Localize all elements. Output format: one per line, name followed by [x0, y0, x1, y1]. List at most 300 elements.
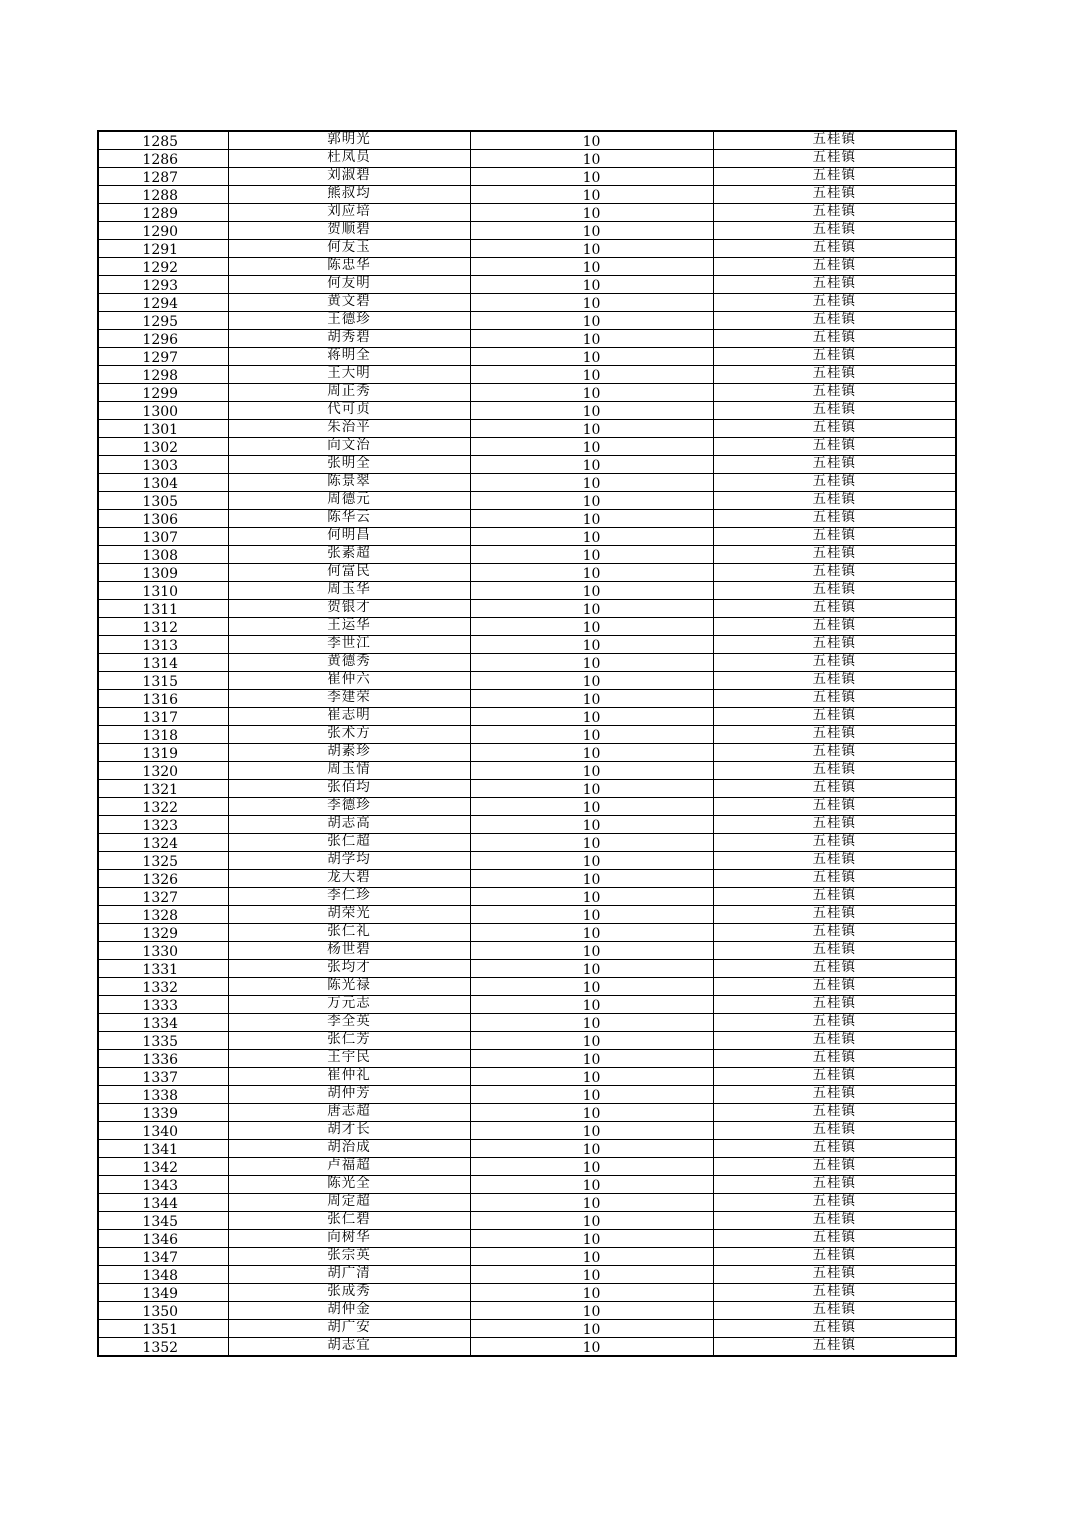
town-cell: 五桂镇 [713, 258, 956, 276]
serial-number-cell: 1305 [98, 492, 228, 510]
amount-cell: 10 [470, 942, 713, 960]
amount-cell: 10 [470, 834, 713, 852]
name-cell: 刘应培 [228, 204, 470, 222]
table-row [98, 1338, 956, 1357]
table-row [98, 654, 956, 672]
town-cell: 五桂镇 [713, 726, 956, 744]
town-cell: 五桂镇 [713, 438, 956, 456]
name-cell: 张成秀 [228, 1284, 470, 1302]
serial-number-cell: 1349 [98, 1284, 228, 1302]
name-cell: 胡素珍 [228, 744, 470, 762]
town-cell: 五桂镇 [713, 1266, 956, 1284]
table-row [98, 996, 956, 1014]
town-cell: 五桂镇 [713, 834, 956, 852]
name-cell: 郭明光 [228, 131, 470, 150]
serial-number-cell: 1344 [98, 1194, 228, 1212]
table-row [98, 366, 956, 384]
name-cell: 胡才长 [228, 1122, 470, 1140]
amount-cell: 10 [470, 1158, 713, 1176]
amount-cell: 10 [470, 1338, 713, 1357]
table-row [98, 348, 956, 366]
table-row [98, 888, 956, 906]
table-row [98, 672, 956, 690]
table-row [98, 1104, 956, 1122]
town-cell: 五桂镇 [713, 492, 956, 510]
name-cell: 陈光禄 [228, 978, 470, 996]
table-row [98, 1302, 956, 1320]
name-cell: 李德珍 [228, 798, 470, 816]
table-row [98, 312, 956, 330]
town-cell: 五桂镇 [713, 1230, 956, 1248]
amount-cell: 10 [470, 1248, 713, 1266]
serial-number-cell: 1329 [98, 924, 228, 942]
name-cell: 张均才 [228, 960, 470, 978]
town-cell: 五桂镇 [713, 1158, 956, 1176]
serial-number-cell: 1327 [98, 888, 228, 906]
town-cell: 五桂镇 [713, 1104, 956, 1122]
serial-number-cell: 1319 [98, 744, 228, 762]
amount-cell: 10 [470, 240, 713, 258]
serial-number-cell: 1334 [98, 1014, 228, 1032]
table-row [98, 816, 956, 834]
table-row [98, 762, 956, 780]
table-row [98, 708, 956, 726]
serial-number-cell: 1343 [98, 1176, 228, 1194]
name-cell: 唐志超 [228, 1104, 470, 1122]
serial-number-cell: 1332 [98, 978, 228, 996]
amount-cell: 10 [470, 1050, 713, 1068]
town-cell: 五桂镇 [713, 1194, 956, 1212]
amount-cell: 10 [470, 564, 713, 582]
town-cell: 五桂镇 [713, 564, 956, 582]
table-row [98, 186, 956, 204]
serial-number-cell: 1314 [98, 654, 228, 672]
table-row [98, 492, 956, 510]
table-row [98, 1248, 956, 1266]
name-cell: 龙大碧 [228, 870, 470, 888]
amount-cell: 10 [470, 348, 713, 366]
serial-number-cell: 1298 [98, 366, 228, 384]
name-cell: 李仁珍 [228, 888, 470, 906]
town-cell: 五桂镇 [713, 618, 956, 636]
amount-cell: 10 [470, 1194, 713, 1212]
town-cell: 五桂镇 [713, 942, 956, 960]
table-row [98, 1194, 956, 1212]
name-cell: 张术方 [228, 726, 470, 744]
town-cell: 五桂镇 [713, 798, 956, 816]
serial-number-cell: 1318 [98, 726, 228, 744]
serial-number-cell: 1325 [98, 852, 228, 870]
amount-cell: 10 [470, 294, 713, 312]
town-cell: 五桂镇 [713, 474, 956, 492]
roster-table [97, 130, 957, 1357]
town-cell: 五桂镇 [713, 654, 956, 672]
amount-cell: 10 [470, 870, 713, 888]
town-cell: 五桂镇 [713, 546, 956, 564]
town-cell: 五桂镇 [713, 978, 956, 996]
name-cell: 向树华 [228, 1230, 470, 1248]
town-cell: 五桂镇 [713, 582, 956, 600]
amount-cell: 10 [470, 852, 713, 870]
table-row [98, 564, 956, 582]
amount-cell: 10 [470, 420, 713, 438]
serial-number-cell: 1348 [98, 1266, 228, 1284]
amount-cell: 10 [470, 330, 713, 348]
town-cell: 五桂镇 [713, 852, 956, 870]
amount-cell: 10 [470, 1086, 713, 1104]
amount-cell: 10 [470, 366, 713, 384]
table-row [98, 1068, 956, 1086]
town-cell: 五桂镇 [713, 1212, 956, 1230]
serial-number-cell: 1288 [98, 186, 228, 204]
serial-number-cell: 1291 [98, 240, 228, 258]
name-cell: 张佰均 [228, 780, 470, 798]
town-cell: 五桂镇 [713, 600, 956, 618]
table-row [98, 456, 956, 474]
town-cell: 五桂镇 [713, 1086, 956, 1104]
table-row [98, 1212, 956, 1230]
town-cell: 五桂镇 [713, 888, 956, 906]
name-cell: 崔志明 [228, 708, 470, 726]
table-row [98, 222, 956, 240]
serial-number-cell: 1299 [98, 384, 228, 402]
amount-cell: 10 [470, 816, 713, 834]
serial-number-cell: 1317 [98, 708, 228, 726]
amount-cell: 10 [470, 222, 713, 240]
town-cell: 五桂镇 [713, 960, 956, 978]
serial-number-cell: 1337 [98, 1068, 228, 1086]
table-row [98, 1014, 956, 1032]
amount-cell: 10 [470, 456, 713, 474]
serial-number-cell: 1323 [98, 816, 228, 834]
town-cell: 五桂镇 [713, 222, 956, 240]
table-row [98, 420, 956, 438]
serial-number-cell: 1320 [98, 762, 228, 780]
name-cell: 张仁芳 [228, 1032, 470, 1050]
amount-cell: 10 [470, 276, 713, 294]
name-cell: 贺银才 [228, 600, 470, 618]
table-row [98, 852, 956, 870]
amount-cell: 10 [470, 438, 713, 456]
town-cell: 五桂镇 [713, 330, 956, 348]
amount-cell: 10 [470, 258, 713, 276]
town-cell: 五桂镇 [713, 1032, 956, 1050]
serial-number-cell: 1294 [98, 294, 228, 312]
name-cell: 张素超 [228, 546, 470, 564]
serial-number-cell: 1313 [98, 636, 228, 654]
table-row [98, 1284, 956, 1302]
amount-cell: 10 [470, 1104, 713, 1122]
town-cell: 五桂镇 [713, 240, 956, 258]
table-row [98, 942, 956, 960]
serial-number-cell: 1312 [98, 618, 228, 636]
name-cell: 王德珍 [228, 312, 470, 330]
amount-cell: 10 [470, 204, 713, 222]
serial-number-cell: 1307 [98, 528, 228, 546]
town-cell: 五桂镇 [713, 708, 956, 726]
town-cell: 五桂镇 [713, 1014, 956, 1032]
amount-cell: 10 [470, 1140, 713, 1158]
table-row [98, 258, 956, 276]
table-row [98, 1176, 956, 1194]
name-cell: 王大明 [228, 366, 470, 384]
town-cell: 五桂镇 [713, 1050, 956, 1068]
name-cell: 张宗英 [228, 1248, 470, 1266]
table-row [98, 384, 956, 402]
serial-number-cell: 1330 [98, 942, 228, 960]
town-cell: 五桂镇 [713, 906, 956, 924]
serial-number-cell: 1350 [98, 1302, 228, 1320]
amount-cell: 10 [470, 186, 713, 204]
amount-cell: 10 [470, 654, 713, 672]
amount-cell: 10 [470, 131, 713, 150]
serial-number-cell: 1316 [98, 690, 228, 708]
table-row [98, 906, 956, 924]
name-cell: 陈华云 [228, 510, 470, 528]
table-row [98, 1230, 956, 1248]
town-cell: 五桂镇 [713, 636, 956, 654]
name-cell: 万元志 [228, 996, 470, 1014]
serial-number-cell: 1315 [98, 672, 228, 690]
town-cell: 五桂镇 [713, 762, 956, 780]
amount-cell: 10 [470, 690, 713, 708]
amount-cell: 10 [470, 168, 713, 186]
name-cell: 杜凤员 [228, 150, 470, 168]
name-cell: 周德元 [228, 492, 470, 510]
serial-number-cell: 1290 [98, 222, 228, 240]
table-row [98, 330, 956, 348]
name-cell: 刘淑碧 [228, 168, 470, 186]
name-cell: 周玉情 [228, 762, 470, 780]
town-cell: 五桂镇 [713, 1248, 956, 1266]
town-cell: 五桂镇 [713, 276, 956, 294]
amount-cell: 10 [470, 510, 713, 528]
name-cell: 崔仲六 [228, 672, 470, 690]
amount-cell: 10 [470, 1122, 713, 1140]
name-cell: 胡治成 [228, 1140, 470, 1158]
name-cell: 胡仲芳 [228, 1086, 470, 1104]
name-cell: 胡仲金 [228, 1302, 470, 1320]
amount-cell: 10 [470, 906, 713, 924]
name-cell: 陈景翠 [228, 474, 470, 492]
town-cell: 五桂镇 [713, 1338, 956, 1357]
town-cell: 五桂镇 [713, 744, 956, 762]
amount-cell: 10 [470, 798, 713, 816]
table-row [98, 438, 956, 456]
serial-number-cell: 1302 [98, 438, 228, 456]
name-cell: 蒋明全 [228, 348, 470, 366]
amount-cell: 10 [470, 924, 713, 942]
name-cell: 张仁礼 [228, 924, 470, 942]
town-cell: 五桂镇 [713, 204, 956, 222]
name-cell: 卢福超 [228, 1158, 470, 1176]
serial-number-cell: 1347 [98, 1248, 228, 1266]
name-cell: 胡志宜 [228, 1338, 470, 1357]
table-row [98, 204, 956, 222]
amount-cell: 10 [470, 150, 713, 168]
town-cell: 五桂镇 [713, 528, 956, 546]
name-cell: 李建荣 [228, 690, 470, 708]
amount-cell: 10 [470, 1068, 713, 1086]
name-cell: 周定超 [228, 1194, 470, 1212]
amount-cell: 10 [470, 600, 713, 618]
serial-number-cell: 1306 [98, 510, 228, 528]
name-cell: 朱治平 [228, 420, 470, 438]
town-cell: 五桂镇 [713, 816, 956, 834]
amount-cell: 10 [470, 1212, 713, 1230]
town-cell: 五桂镇 [713, 1320, 956, 1338]
town-cell: 五桂镇 [713, 294, 956, 312]
name-cell: 陈光全 [228, 1176, 470, 1194]
amount-cell: 10 [470, 312, 713, 330]
name-cell: 熊叔均 [228, 186, 470, 204]
town-cell: 五桂镇 [713, 1122, 956, 1140]
serial-number-cell: 1293 [98, 276, 228, 294]
amount-cell: 10 [470, 1032, 713, 1050]
serial-number-cell: 1289 [98, 204, 228, 222]
name-cell: 胡秀碧 [228, 330, 470, 348]
serial-number-cell: 1336 [98, 1050, 228, 1068]
name-cell: 胡学均 [228, 852, 470, 870]
name-cell: 王宇民 [228, 1050, 470, 1068]
town-cell: 五桂镇 [713, 348, 956, 366]
serial-number-cell: 1296 [98, 330, 228, 348]
town-cell: 五桂镇 [713, 1140, 956, 1158]
amount-cell: 10 [470, 978, 713, 996]
table-row [98, 690, 956, 708]
table-row [98, 1158, 956, 1176]
town-cell: 五桂镇 [713, 1068, 956, 1086]
town-cell: 五桂镇 [713, 924, 956, 942]
table-row [98, 744, 956, 762]
serial-number-cell: 1333 [98, 996, 228, 1014]
name-cell: 周玉华 [228, 582, 470, 600]
serial-number-cell: 1321 [98, 780, 228, 798]
amount-cell: 10 [470, 546, 713, 564]
serial-number-cell: 1340 [98, 1122, 228, 1140]
serial-number-cell: 1342 [98, 1158, 228, 1176]
table-row [98, 528, 956, 546]
amount-cell: 10 [470, 744, 713, 762]
table-row [98, 474, 956, 492]
serial-number-cell: 1310 [98, 582, 228, 600]
amount-cell: 10 [470, 708, 713, 726]
name-cell: 何友明 [228, 276, 470, 294]
serial-number-cell: 1287 [98, 168, 228, 186]
amount-cell: 10 [470, 1284, 713, 1302]
town-cell: 五桂镇 [713, 1284, 956, 1302]
amount-cell: 10 [470, 672, 713, 690]
amount-cell: 10 [470, 726, 713, 744]
town-cell: 五桂镇 [713, 402, 956, 420]
serial-number-cell: 1286 [98, 150, 228, 168]
name-cell: 黄文碧 [228, 294, 470, 312]
serial-number-cell: 1339 [98, 1104, 228, 1122]
table-row [98, 1140, 956, 1158]
town-cell: 五桂镇 [713, 870, 956, 888]
serial-number-cell: 1297 [98, 348, 228, 366]
town-cell: 五桂镇 [713, 366, 956, 384]
table-row [98, 510, 956, 528]
table-row [98, 1122, 956, 1140]
town-cell: 五桂镇 [713, 780, 956, 798]
table-row [98, 726, 956, 744]
town-cell: 五桂镇 [713, 690, 956, 708]
name-cell: 何友玉 [228, 240, 470, 258]
serial-number-cell: 1351 [98, 1320, 228, 1338]
table-row [98, 168, 956, 186]
town-cell: 五桂镇 [713, 186, 956, 204]
amount-cell: 10 [470, 762, 713, 780]
name-cell: 李全英 [228, 1014, 470, 1032]
name-cell: 张仁超 [228, 834, 470, 852]
serial-number-cell: 1346 [98, 1230, 228, 1248]
serial-number-cell: 1308 [98, 546, 228, 564]
name-cell: 胡广清 [228, 1266, 470, 1284]
table-row [98, 1320, 956, 1338]
table-row [98, 150, 956, 168]
serial-number-cell: 1285 [98, 131, 228, 150]
name-cell: 贺顺碧 [228, 222, 470, 240]
table-row [98, 582, 956, 600]
amount-cell: 10 [470, 528, 713, 546]
table-row [98, 978, 956, 996]
name-cell: 张仁碧 [228, 1212, 470, 1230]
serial-number-cell: 1326 [98, 870, 228, 888]
amount-cell: 10 [470, 1014, 713, 1032]
amount-cell: 10 [470, 402, 713, 420]
town-cell: 五桂镇 [713, 150, 956, 168]
serial-number-cell: 1292 [98, 258, 228, 276]
table-row [98, 636, 956, 654]
amount-cell: 10 [470, 492, 713, 510]
amount-cell: 10 [470, 474, 713, 492]
table-row [98, 780, 956, 798]
serial-number-cell: 1352 [98, 1338, 228, 1357]
table-row [98, 240, 956, 258]
serial-number-cell: 1341 [98, 1140, 228, 1158]
town-cell: 五桂镇 [713, 312, 956, 330]
table-row [98, 294, 956, 312]
amount-cell: 10 [470, 1302, 713, 1320]
amount-cell: 10 [470, 1176, 713, 1194]
amount-cell: 10 [470, 1230, 713, 1248]
serial-number-cell: 1303 [98, 456, 228, 474]
table-row [98, 834, 956, 852]
amount-cell: 10 [470, 582, 713, 600]
town-cell: 五桂镇 [713, 456, 956, 474]
name-cell: 代可贞 [228, 402, 470, 420]
serial-number-cell: 1300 [98, 402, 228, 420]
table-row [98, 618, 956, 636]
table-row [98, 402, 956, 420]
town-cell: 五桂镇 [713, 510, 956, 528]
town-cell: 五桂镇 [713, 420, 956, 438]
serial-number-cell: 1345 [98, 1212, 228, 1230]
amount-cell: 10 [470, 636, 713, 654]
table-row [98, 1266, 956, 1284]
table-row [98, 798, 956, 816]
serial-number-cell: 1328 [98, 906, 228, 924]
table-row [98, 870, 956, 888]
serial-number-cell: 1304 [98, 474, 228, 492]
serial-number-cell: 1338 [98, 1086, 228, 1104]
town-cell: 五桂镇 [713, 1302, 956, 1320]
name-cell: 胡志高 [228, 816, 470, 834]
amount-cell: 10 [470, 888, 713, 906]
name-cell: 胡广安 [228, 1320, 470, 1338]
amount-cell: 10 [470, 1266, 713, 1284]
